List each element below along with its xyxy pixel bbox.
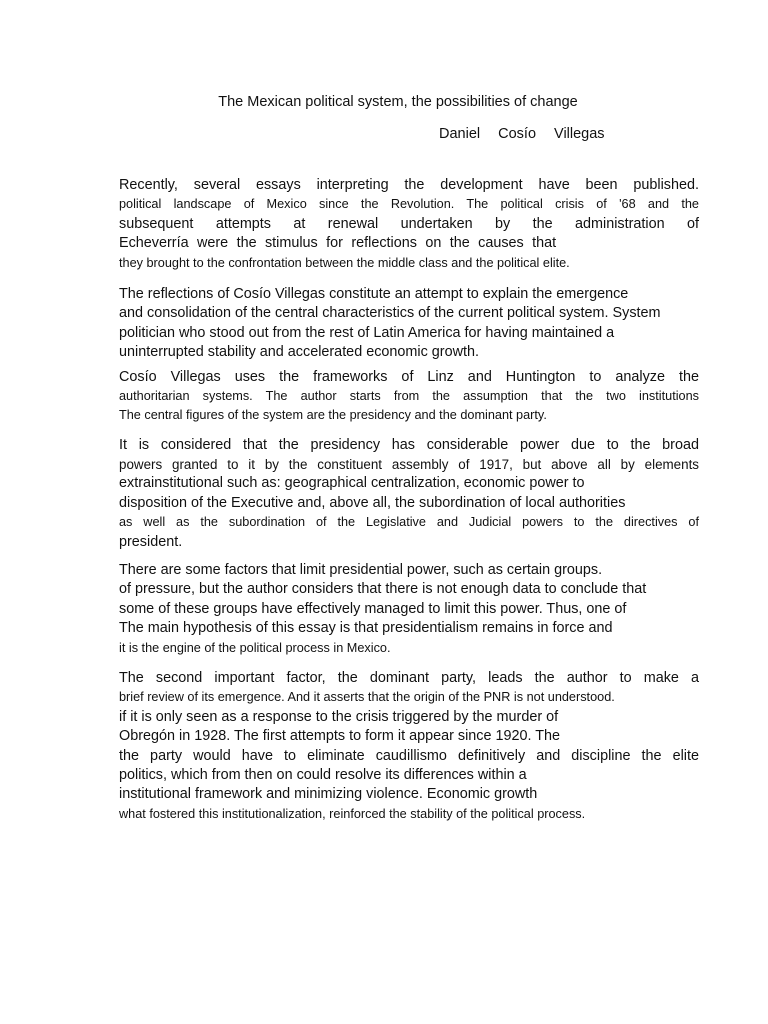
document-author: Daniel Cosío Villegas <box>439 126 605 142</box>
text-line: politics, which from then on could resolve its differences within a <box>119 766 527 783</box>
paragraph-4 <box>119 436 699 552</box>
text-line: The second important factor, the dominant party, leads the author to make a <box>119 669 699 686</box>
text-line: extrainstitutional such as: geographical centralization, economic power to <box>119 475 585 492</box>
document-title: The Mexican political system, the possibilities of change <box>218 94 578 110</box>
text-line: politician who stood out from the rest of Latin America for having maintained a <box>119 324 615 341</box>
text-line: The central figures of the system are the presidency and the dominant party. <box>119 408 547 423</box>
text-line: The reflections of Cosío Villegas constitute an attempt to explain the emergence <box>119 285 629 302</box>
text-line: Obregón in 1928. The first attempts to form it appear since 1920. The <box>119 728 561 745</box>
paragraph-1 <box>119 176 699 273</box>
text-line: they brought to the confrontation between the middle class and the political elite. <box>119 255 570 270</box>
paragraph-3 <box>119 368 699 426</box>
text-line: Echeverría were the stimulus for reflections on the causes that <box>119 235 557 252</box>
text-line: and consolidation of the central characteristics of the current political system. System <box>119 305 661 322</box>
paragraph-2 <box>119 285 699 363</box>
text-line: The main hypothesis of this essay is that presidentialism remains in force and <box>119 620 613 637</box>
paragraph-5 <box>119 561 699 658</box>
text-line: what fostered this institutionalization, reinforced the stability of the political process. <box>119 806 586 821</box>
text-line: the party would have to eliminate caudillismo definitively and discipline the elite <box>119 747 699 764</box>
text-line: it is the engine of the political process in Mexico. <box>119 640 391 655</box>
text-line: political landscape of Mexico since the Revolution. The political crisis of '68 and the <box>119 197 699 212</box>
text-line: if it is only seen as a response to the crisis triggered by the murder of <box>119 708 559 725</box>
text-line: some of these groups have effectively managed to limit this power. Thus, one of <box>119 600 627 617</box>
text-line: institutional framework and minimizing violence. Economic growth <box>119 786 538 803</box>
text-line: disposition of the Executive and, above all, the subordination of local authorities <box>119 494 626 511</box>
text-line: It is considered that the presidency has considerable power due to the broad <box>119 436 699 453</box>
text-line: Cosío Villegas uses the frameworks of Linz and Huntington to analyze the <box>119 368 699 385</box>
text-line: as well as the subordination of the Legislative and Judicial powers to the directives of <box>119 515 699 530</box>
text-line: brief review of its emergence. And it asserts that the origin of the PNR is not understood. <box>119 690 615 705</box>
text-line: uninterrupted stability and accelerated economic growth. <box>119 344 479 361</box>
text-line: of pressure, but the author considers that there is not enough data to conclude that <box>119 581 647 598</box>
document-body <box>119 176 699 824</box>
text-line: Recently, several essays interpreting the development have been published. <box>119 177 699 193</box>
text-line: There are some factors that limit presidential power, such as certain groups. <box>119 562 603 579</box>
paragraph-6 <box>119 669 699 824</box>
text-line: authoritarian systems. The author starts from the assumption that the two institutions <box>119 388 699 403</box>
text-line: president. <box>119 533 183 550</box>
text-line: powers granted to it by the constituent assembly of 1917, but above all by elements <box>119 457 699 473</box>
text-line: subsequent attempts at renewal undertaken by the administration of <box>119 215 699 232</box>
